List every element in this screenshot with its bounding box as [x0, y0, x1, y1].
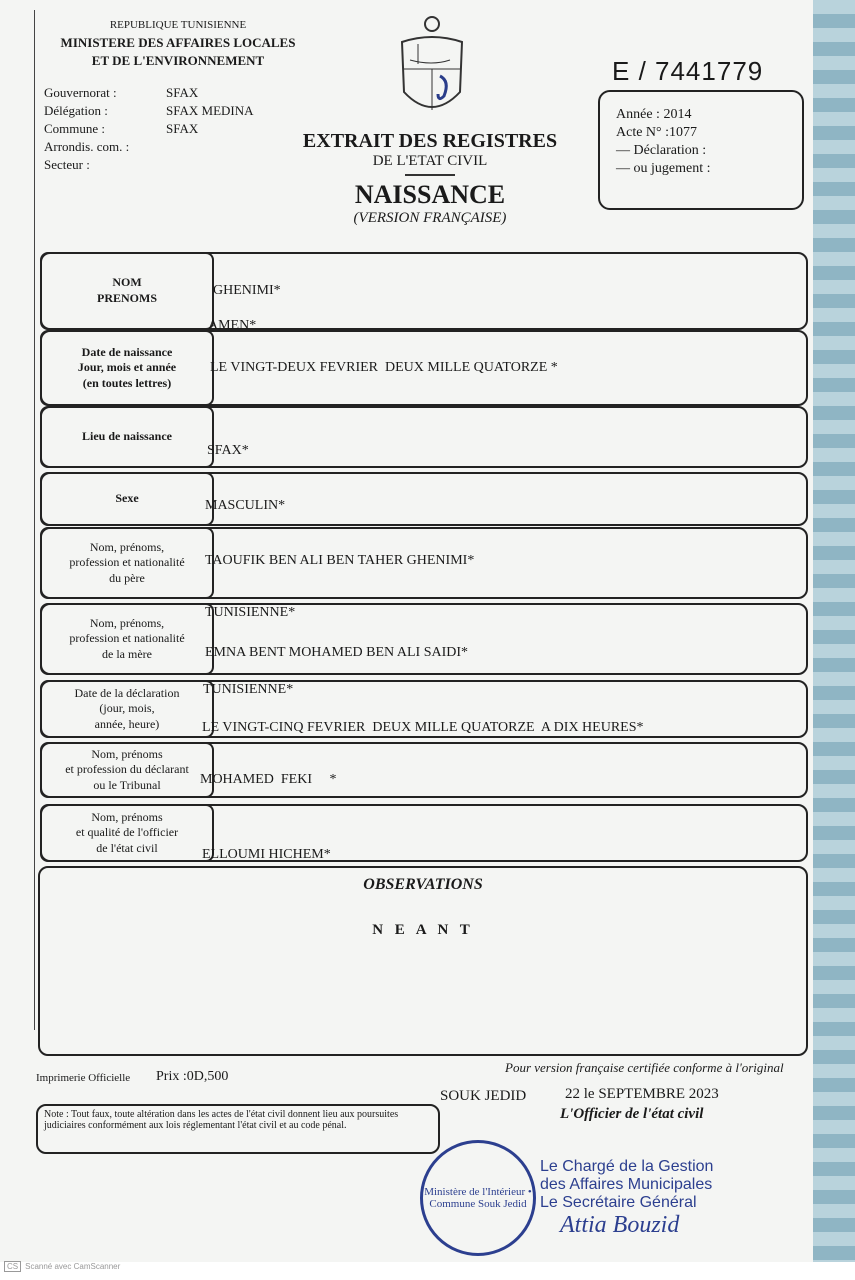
location-fields [44, 84, 254, 174]
observations-box [38, 866, 808, 1056]
acte-value: 1077 [669, 125, 698, 140]
officer-title: L'Officier de l'état civil [560, 1106, 704, 1122]
field-value: SFAX [166, 121, 199, 136]
ministry-line2: ET DE L'ENVIRONNEMENT [91, 53, 265, 68]
annee-value: 2014 [663, 107, 692, 122]
decorative-border [813, 0, 855, 1262]
price: Prix :0D,500 [156, 1069, 229, 1084]
acte-label: Acte N° : [616, 125, 670, 140]
row-label: Date de la déclaration (jour, mois, année, heure) [40, 680, 214, 738]
ministry-header [48, 16, 308, 70]
title-line2: DE L'ETAT CIVIL [372, 153, 488, 169]
jugement-label: — ou jugement : [616, 161, 711, 176]
annee-label: Année : [616, 107, 660, 122]
row-label: Date de naissance Jour, mois et année (en toutes lettres) [40, 330, 214, 406]
field-label: Secteur : [44, 157, 90, 172]
signature-line: des Affaires Municipales [540, 1176, 713, 1193]
field-label: Délégation : [44, 103, 108, 118]
row-value: LE VINGT-CINQ FEVRIER DEUX MILLE QUATORZE A DIX HEURES* [202, 720, 644, 735]
scanner-watermark: CS Scanné avec CamScanner [0, 1262, 855, 1280]
official-stamp: Ministère de l'Intérieur • Commune Souk Jedid [420, 1140, 536, 1256]
row-value: ELLOUMI HICHEM* [202, 847, 331, 862]
signature-name: Attia Bouzid [560, 1212, 680, 1238]
field-label: Arrondis. com. : [44, 139, 130, 154]
row-label: Sexe [40, 472, 214, 526]
row-value: EMNA BENT MOHAMED BEN ALI SAIDI* [205, 645, 469, 660]
republic: REPUBLIQUE TUNISIENNE [109, 19, 247, 31]
signature-line: Le Chargé de la Gestion [540, 1158, 714, 1175]
coat-of-arms-icon [398, 14, 466, 122]
field-value: SFAX [166, 85, 199, 100]
row-value: LE VINGT-DEUX FEVRIER DEUX MILLE QUATORZE * [210, 360, 558, 375]
field-label: Commune : [44, 121, 106, 136]
row-label: Nom, prénoms et profession du déclarant ou le Tribunal [40, 742, 214, 798]
place: SOUK JEDID [440, 1088, 527, 1104]
row-value: MASCULIN* [205, 498, 286, 513]
title-main: NAISSANCE [354, 180, 506, 209]
signature-block [540, 1158, 714, 1238]
row-value: SFAX* [207, 443, 249, 458]
reference-number: E / 7441779 [612, 56, 764, 86]
row-value: TAOUFIK BEN ALI BEN TAHER GHENIMI* [205, 553, 475, 568]
margin-line [34, 10, 35, 1030]
title-line1: EXTRAIT DES REGISTRES [302, 130, 558, 152]
observations-text: N E A N T [372, 922, 474, 938]
row-value: TUNISIENNE* [205, 605, 296, 620]
acte-box [598, 90, 804, 210]
row-value: MOHAMED FEKI * [200, 772, 337, 787]
row-label: Lieu de naissance [40, 406, 214, 468]
certified-text: Pour version française certifiée conforme à l'original [505, 1060, 784, 1075]
printer: Imprimerie Officielle [36, 1072, 131, 1084]
row-value: GHENIMI* [213, 283, 281, 298]
title-version: (VERSION FRANÇAISE) [353, 210, 507, 226]
ministry-line1: MINISTERE DES AFFAIRES LOCALES [60, 35, 296, 50]
row-label: Nom, prénoms, profession et nationalité du père [40, 527, 214, 599]
document-title [290, 130, 570, 227]
row-value: TUNISIENNE* [203, 682, 294, 697]
issue-date: 22 le SEPTEMBRE 2023 [565, 1086, 719, 1102]
row-label: Nom, prénoms et qualité de l'officier de l'état civil [40, 804, 214, 862]
observations-title: OBSERVATIONS [363, 876, 483, 893]
legal-note: Note : Tout faux, toute altération dans les actes de l'état civil donnent lieu aux poursuites judiciaires conformément aux lois réglementant l'état civil et au code pénal. [36, 1104, 440, 1154]
signature-line: Le Secrétaire Général [540, 1194, 697, 1211]
row-value: AMEN* [208, 318, 257, 333]
scanner-text: Scanné avec CamScanner [25, 1262, 121, 1271]
declaration-label: — Déclaration : [616, 143, 707, 158]
row-label: NOM PRENOMS [40, 252, 214, 330]
field-label: Gouvernorat : [44, 85, 117, 100]
field-value: SFAX MEDINA [166, 103, 254, 118]
row-label: Nom, prénoms, profession et nationalité de la mère [40, 603, 214, 675]
